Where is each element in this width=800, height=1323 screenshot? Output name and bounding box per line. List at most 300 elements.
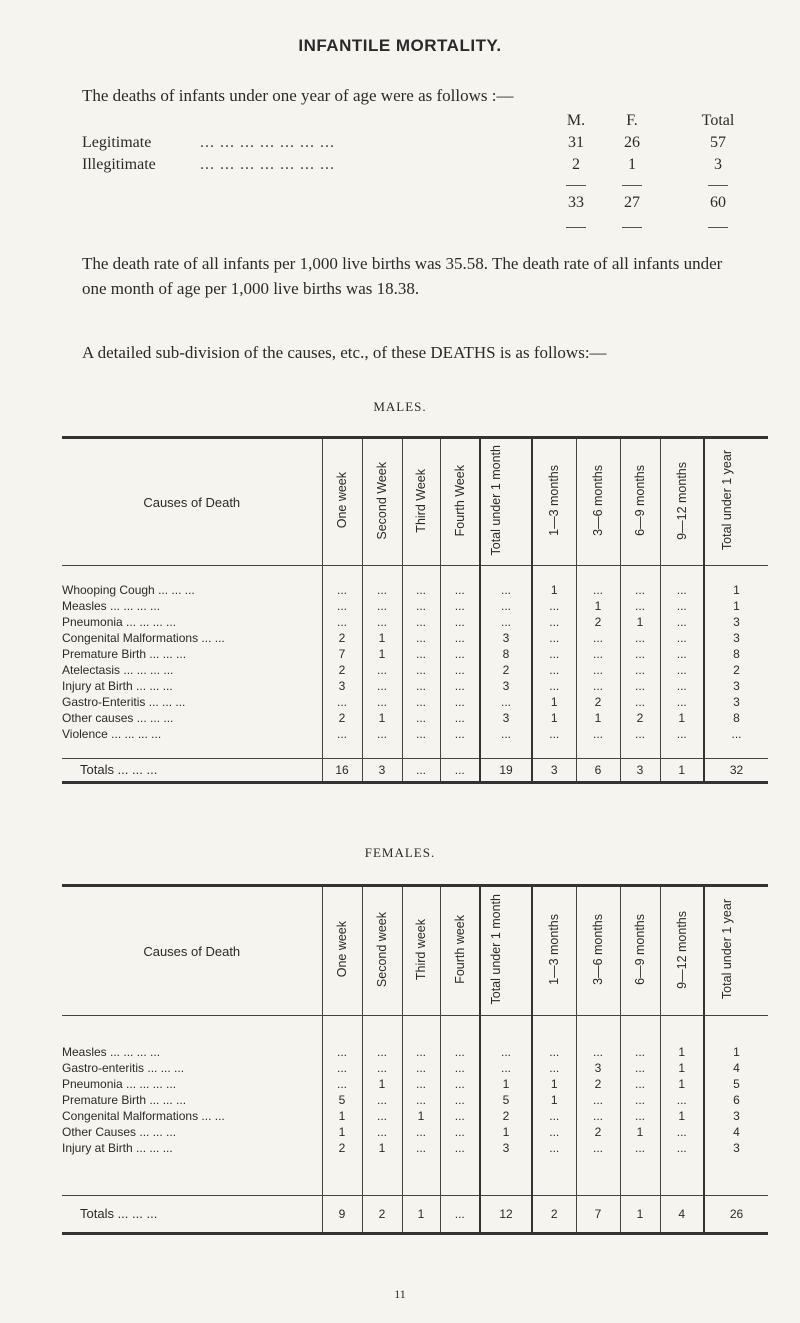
value-cell: ... bbox=[576, 630, 620, 646]
table-row bbox=[62, 1044, 768, 1060]
col-header-label: 3—6 months bbox=[591, 465, 605, 536]
value-cell: ... bbox=[620, 630, 660, 646]
value-cell: ... bbox=[362, 1124, 402, 1140]
col-header bbox=[440, 886, 480, 1016]
col-header bbox=[322, 438, 362, 566]
cause-cell: Injury at Birth ... ... ... bbox=[62, 1140, 173, 1155]
col-header-label: Second Week bbox=[375, 461, 389, 540]
value-cell: ... bbox=[322, 726, 362, 742]
value-cell: ... bbox=[440, 710, 480, 726]
value-cell: ... bbox=[660, 678, 704, 694]
value-cell: ... bbox=[440, 726, 480, 742]
summary-row-legitimate bbox=[82, 134, 762, 156]
value-cell: ... bbox=[620, 694, 660, 710]
col-header bbox=[402, 886, 440, 1016]
males-totals-row bbox=[62, 759, 768, 783]
value-cell: 1 bbox=[362, 646, 402, 662]
col-header bbox=[480, 438, 532, 566]
value-cell: 1 bbox=[532, 582, 576, 598]
cause-cell: Other Causes ... ... ... bbox=[62, 1124, 177, 1139]
totals-cell: ... bbox=[440, 759, 480, 783]
value-cell: ... bbox=[402, 726, 440, 742]
spacer-row bbox=[62, 566, 768, 583]
value-cell: ... bbox=[322, 1044, 362, 1060]
col-header bbox=[532, 438, 576, 566]
value-cell: 2 bbox=[322, 1140, 362, 1156]
col-header bbox=[660, 438, 704, 566]
value-cell: ... bbox=[660, 582, 704, 598]
col-header-label: Total under 1 year bbox=[719, 899, 734, 1000]
value-cell: 3 bbox=[704, 694, 768, 710]
cause-cell: Atelectasis ... ... ... ... bbox=[62, 663, 174, 677]
totals-label: Totals ... ... ... bbox=[62, 759, 322, 783]
value-cell: 2 bbox=[322, 630, 362, 646]
totals-cell: 1 bbox=[402, 1196, 440, 1234]
cause-cell: Violence ... ... ... ... bbox=[62, 727, 162, 741]
value-cell: ... bbox=[402, 662, 440, 678]
value-cell: 2 bbox=[480, 662, 532, 678]
totals-cell: 32 bbox=[704, 759, 768, 783]
value-cell: ... bbox=[620, 598, 660, 614]
col-header-label: Third week bbox=[414, 918, 428, 981]
value-cell: ... bbox=[440, 1092, 480, 1108]
table-row bbox=[62, 582, 768, 598]
males-table-body bbox=[62, 582, 768, 742]
value-cell: 1 bbox=[322, 1108, 362, 1124]
col-header bbox=[704, 438, 768, 566]
table-row bbox=[62, 646, 768, 662]
value-cell: ... bbox=[532, 614, 576, 630]
value-cell: ... bbox=[532, 662, 576, 678]
males-header-row bbox=[62, 438, 768, 566]
col-header bbox=[620, 886, 660, 1016]
value-cell: 1 bbox=[480, 1124, 532, 1140]
value-cell: ... bbox=[362, 582, 402, 598]
value-cell: 3 bbox=[480, 1140, 532, 1156]
totals-cell: 3 bbox=[620, 759, 660, 783]
males-heading: MALES. bbox=[373, 399, 427, 414]
col-header bbox=[576, 438, 620, 566]
col-header-label: Causes of Death bbox=[143, 943, 241, 959]
totals-cell: 9 bbox=[322, 1196, 362, 1234]
value-cell: 1 bbox=[660, 1060, 704, 1076]
summary-header-m: M. bbox=[566, 112, 586, 129]
value-cell: ... bbox=[532, 598, 576, 614]
divider bbox=[622, 185, 642, 186]
summary-m: 31 bbox=[568, 134, 584, 151]
totals-cell: 4 bbox=[660, 1196, 704, 1234]
table-row bbox=[62, 694, 768, 710]
value-cell: ... bbox=[362, 678, 402, 694]
value-cell: 1 bbox=[620, 614, 660, 630]
totals-cell: 16 bbox=[322, 759, 362, 783]
divider bbox=[622, 227, 642, 228]
value-cell: ... bbox=[362, 1108, 402, 1124]
divider bbox=[566, 227, 586, 228]
summary-total: 57 bbox=[710, 134, 726, 151]
females-header-row bbox=[62, 886, 768, 1016]
value-cell: 3 bbox=[480, 630, 532, 646]
summary-f: 26 bbox=[624, 134, 640, 151]
value-cell: ... bbox=[362, 1044, 402, 1060]
col-header-label: Third Week bbox=[414, 468, 428, 533]
value-cell: ... bbox=[660, 1124, 704, 1140]
col-header bbox=[480, 886, 532, 1016]
col-header-label: 1—3 months bbox=[547, 465, 562, 536]
col-header-label: 9—12 months bbox=[674, 461, 689, 540]
totals-cell: 26 bbox=[704, 1196, 768, 1234]
value-cell: ... bbox=[362, 726, 402, 742]
value-cell: 5 bbox=[322, 1092, 362, 1108]
value-cell: 1 bbox=[576, 598, 620, 614]
value-cell: ... bbox=[660, 630, 704, 646]
value-cell: 3 bbox=[576, 1060, 620, 1076]
summary-total: 60 bbox=[710, 194, 726, 211]
col-header-label: 9—12 months bbox=[674, 910, 689, 989]
col-header bbox=[362, 886, 402, 1016]
table-row bbox=[62, 1092, 768, 1108]
leader-dots: ... ... ... ... ... ... ... bbox=[200, 134, 335, 151]
summary-label: Legitimate bbox=[82, 134, 152, 151]
value-cell: 3 bbox=[704, 614, 768, 630]
value-cell: ... bbox=[362, 1092, 402, 1108]
value-cell: ... bbox=[620, 1060, 660, 1076]
cause-cell: Other causes ... ... ... bbox=[62, 711, 174, 725]
females-table bbox=[62, 884, 768, 1235]
value-cell: ... bbox=[362, 694, 402, 710]
cause-cell: Premature Birth ... ... ... bbox=[62, 647, 187, 661]
value-cell: ... bbox=[532, 1140, 576, 1156]
col-header bbox=[620, 438, 660, 566]
value-cell: 2 bbox=[576, 1076, 620, 1092]
females-totals-row bbox=[62, 1196, 768, 1234]
cause-cell: Measles ... ... ... ... bbox=[62, 1044, 161, 1059]
value-cell: ... bbox=[532, 1124, 576, 1140]
totals-cell: 2 bbox=[362, 1196, 402, 1234]
col-header bbox=[362, 438, 402, 566]
totals-cell: ... bbox=[440, 1196, 480, 1234]
value-cell: ... bbox=[532, 1060, 576, 1076]
value-cell: 1 bbox=[660, 1108, 704, 1124]
totals-cell: 3 bbox=[532, 759, 576, 783]
value-cell: ... bbox=[402, 710, 440, 726]
cause-cell: Premature Birth ... ... ... bbox=[62, 1092, 187, 1107]
cause-cell: Pneumonia ... ... ... ... bbox=[62, 1076, 177, 1091]
col-header-label: Total under 1 month bbox=[489, 894, 503, 1005]
value-cell: ... bbox=[402, 614, 440, 630]
value-cell: ... bbox=[402, 678, 440, 694]
leader-dots: ... ... ... ... ... ... ... bbox=[200, 156, 335, 173]
value-cell: ... bbox=[402, 1060, 440, 1076]
value-cell: 5 bbox=[480, 1092, 532, 1108]
table-row bbox=[62, 662, 768, 678]
value-cell: 1 bbox=[576, 710, 620, 726]
value-cell: 1 bbox=[402, 1108, 440, 1124]
value-cell: 8 bbox=[704, 646, 768, 662]
value-cell: ... bbox=[480, 726, 532, 742]
cause-cell: Measles ... ... ... ... bbox=[62, 599, 161, 613]
value-cell: ... bbox=[704, 726, 768, 742]
spacer-row bbox=[62, 1156, 768, 1196]
table-row bbox=[62, 710, 768, 726]
value-cell: ... bbox=[660, 646, 704, 662]
value-cell: 3 bbox=[704, 630, 768, 646]
col-header bbox=[322, 886, 362, 1016]
value-cell: 2 bbox=[620, 710, 660, 726]
value-cell: 1 bbox=[704, 598, 768, 614]
value-cell: ... bbox=[402, 598, 440, 614]
col-header-label: Total under 1 year bbox=[719, 450, 734, 551]
males-table bbox=[62, 436, 768, 784]
divider bbox=[566, 185, 586, 186]
value-cell: 1 bbox=[322, 1124, 362, 1140]
cause-cell: Gastro-Enteritis ... ... ... bbox=[62, 695, 186, 709]
value-cell: 1 bbox=[660, 1044, 704, 1060]
value-cell: 1 bbox=[532, 710, 576, 726]
col-header-label: Fourth Week bbox=[452, 464, 467, 537]
totals-cell: 3 bbox=[362, 759, 402, 783]
value-cell: ... bbox=[402, 582, 440, 598]
value-cell: ... bbox=[620, 726, 660, 742]
value-cell: ... bbox=[402, 1140, 440, 1156]
totals-cell: 2 bbox=[532, 1196, 576, 1234]
value-cell: ... bbox=[440, 1124, 480, 1140]
value-cell: ... bbox=[532, 726, 576, 742]
value-cell: ... bbox=[322, 614, 362, 630]
value-cell: ... bbox=[322, 582, 362, 598]
value-cell: 1 bbox=[362, 710, 402, 726]
table-row bbox=[62, 1076, 768, 1092]
value-cell: ... bbox=[660, 694, 704, 710]
death-rate-paragraph: The death rate of all infants per 1,000 live births was 35.58. The death rate of all infants under one month of age per 1,000 live births was 18.38. bbox=[82, 254, 723, 298]
value-cell: ... bbox=[480, 1044, 532, 1060]
value-cell: ... bbox=[576, 582, 620, 598]
value-cell: ... bbox=[532, 1044, 576, 1060]
value-cell: ... bbox=[532, 1108, 576, 1124]
value-cell: 2 bbox=[480, 1108, 532, 1124]
value-cell: 5 bbox=[704, 1076, 768, 1092]
value-cell: ... bbox=[620, 1092, 660, 1108]
value-cell: ... bbox=[402, 646, 440, 662]
value-cell: ... bbox=[620, 1044, 660, 1060]
value-cell: ... bbox=[620, 1076, 660, 1092]
cause-cell: Pneumonia ... ... ... ... bbox=[62, 615, 177, 629]
value-cell: 1 bbox=[660, 710, 704, 726]
value-cell: 3 bbox=[704, 678, 768, 694]
cause-cell: Gastro-enteritis ... ... ... bbox=[62, 1060, 185, 1075]
value-cell: 7 bbox=[322, 646, 362, 662]
value-cell: 1 bbox=[532, 694, 576, 710]
value-cell: 3 bbox=[480, 710, 532, 726]
value-cell: 1 bbox=[660, 1076, 704, 1092]
summary-row-illegitimate bbox=[82, 156, 762, 178]
value-cell: ... bbox=[660, 662, 704, 678]
table-row bbox=[62, 1060, 768, 1076]
col-header bbox=[660, 886, 704, 1016]
summary-f: 27 bbox=[624, 194, 640, 211]
value-cell: ... bbox=[576, 1044, 620, 1060]
spacer-row bbox=[62, 742, 768, 759]
value-cell: 8 bbox=[704, 710, 768, 726]
value-cell: ... bbox=[480, 1060, 532, 1076]
value-cell: 4 bbox=[704, 1060, 768, 1076]
value-cell: ... bbox=[576, 1140, 620, 1156]
value-cell: ... bbox=[440, 1060, 480, 1076]
value-cell: ... bbox=[322, 694, 362, 710]
value-cell: 2 bbox=[322, 710, 362, 726]
value-cell: ... bbox=[576, 1108, 620, 1124]
col-header-label: 6—9 months bbox=[633, 465, 647, 536]
totals-cell: 19 bbox=[480, 759, 532, 783]
col-header-label: 6—9 months bbox=[633, 914, 647, 985]
value-cell: ... bbox=[576, 662, 620, 678]
value-cell: ... bbox=[440, 582, 480, 598]
value-cell: ... bbox=[362, 662, 402, 678]
summary-header-f: F. bbox=[626, 112, 638, 129]
females-heading: FEMALES. bbox=[364, 845, 436, 860]
totals-cell: ... bbox=[402, 759, 440, 783]
col-header-label: Causes of Death bbox=[143, 494, 241, 510]
value-cell: ... bbox=[440, 630, 480, 646]
value-cell: ... bbox=[402, 1124, 440, 1140]
value-cell: ... bbox=[620, 1140, 660, 1156]
value-cell: ... bbox=[322, 1076, 362, 1092]
page-number: 11 bbox=[394, 1287, 406, 1301]
summary-label: Illegitimate bbox=[82, 156, 156, 173]
value-cell: ... bbox=[440, 694, 480, 710]
value-cell: 2 bbox=[704, 662, 768, 678]
value-cell: 2 bbox=[322, 662, 362, 678]
value-cell: ... bbox=[440, 678, 480, 694]
value-cell: ... bbox=[440, 662, 480, 678]
table-row bbox=[62, 598, 768, 614]
value-cell: ... bbox=[576, 678, 620, 694]
spacer-row bbox=[62, 1016, 768, 1044]
value-cell: ... bbox=[440, 614, 480, 630]
value-cell: ... bbox=[402, 1092, 440, 1108]
summary-total: 3 bbox=[714, 156, 722, 173]
col-header bbox=[576, 886, 620, 1016]
value-cell: ... bbox=[620, 1108, 660, 1124]
subdivision-intro: A detailed sub-division of the causes, etc., of these DEATHS is as follows:— bbox=[82, 343, 607, 362]
divider bbox=[708, 185, 728, 186]
value-cell: ... bbox=[440, 598, 480, 614]
value-cell: 1 bbox=[480, 1076, 532, 1092]
value-cell: 6 bbox=[704, 1092, 768, 1108]
value-cell: ... bbox=[576, 726, 620, 742]
totals-cell: 6 bbox=[576, 759, 620, 783]
summary-m: 33 bbox=[568, 194, 584, 211]
value-cell: ... bbox=[362, 614, 402, 630]
value-cell: ... bbox=[532, 630, 576, 646]
value-cell: 1 bbox=[532, 1092, 576, 1108]
value-cell: 3 bbox=[704, 1108, 768, 1124]
col-header-label: 1—3 months bbox=[547, 914, 562, 985]
value-cell: ... bbox=[402, 694, 440, 710]
value-cell: 1 bbox=[532, 1076, 576, 1092]
value-cell: 2 bbox=[576, 1124, 620, 1140]
col-header-causes bbox=[62, 438, 322, 566]
value-cell: ... bbox=[480, 582, 532, 598]
col-header-label: One week bbox=[335, 921, 349, 978]
value-cell: ... bbox=[322, 1060, 362, 1076]
value-cell: 3 bbox=[480, 678, 532, 694]
value-cell: ... bbox=[480, 694, 532, 710]
col-header-label: Total under 1 month bbox=[489, 445, 503, 556]
col-header-label: One week bbox=[335, 472, 349, 529]
totals-cell: 1 bbox=[620, 1196, 660, 1234]
value-cell: 2 bbox=[576, 694, 620, 710]
value-cell: ... bbox=[660, 598, 704, 614]
value-cell: ... bbox=[620, 582, 660, 598]
value-cell: ... bbox=[620, 646, 660, 662]
summary-header-row bbox=[82, 112, 762, 134]
value-cell: ... bbox=[660, 614, 704, 630]
value-cell: 1 bbox=[620, 1124, 660, 1140]
divider bbox=[708, 227, 728, 228]
totals-cell: 12 bbox=[480, 1196, 532, 1234]
cause-cell: Injury at Birth ... ... ... bbox=[62, 679, 173, 693]
page-title: INFANTILE MORTALITY. bbox=[298, 36, 502, 55]
table-row bbox=[62, 630, 768, 646]
table-row bbox=[62, 726, 768, 742]
value-cell: ... bbox=[402, 1076, 440, 1092]
value-cell: 8 bbox=[480, 646, 532, 662]
value-cell: ... bbox=[440, 1076, 480, 1092]
value-cell: ... bbox=[480, 614, 532, 630]
value-cell: ... bbox=[440, 1044, 480, 1060]
summary-row-totals bbox=[82, 194, 762, 216]
totals-cell: 1 bbox=[660, 759, 704, 783]
table-row bbox=[62, 1108, 768, 1124]
cause-cell: Congenital Malformations ... ... bbox=[62, 1108, 225, 1123]
summary-f: 1 bbox=[628, 156, 636, 173]
value-cell: 1 bbox=[362, 630, 402, 646]
intro-text: The deaths of infants under one year of age were as follows :— bbox=[82, 86, 514, 105]
summary-m: 2 bbox=[572, 156, 580, 173]
value-cell: ... bbox=[660, 726, 704, 742]
value-cell: ... bbox=[322, 598, 362, 614]
value-cell: ... bbox=[480, 598, 532, 614]
value-cell: 1 bbox=[362, 1076, 402, 1092]
value-cell: ... bbox=[576, 646, 620, 662]
value-cell: ... bbox=[440, 646, 480, 662]
females-table-body bbox=[62, 1044, 768, 1156]
totals-label: Totals ... ... ... bbox=[62, 1196, 322, 1234]
value-cell: 3 bbox=[704, 1140, 768, 1156]
table-row bbox=[62, 1124, 768, 1140]
col-header bbox=[704, 886, 768, 1016]
value-cell: ... bbox=[402, 1044, 440, 1060]
value-cell: ... bbox=[660, 1092, 704, 1108]
value-cell: ... bbox=[620, 678, 660, 694]
value-cell: ... bbox=[402, 630, 440, 646]
col-header-causes bbox=[62, 886, 322, 1016]
col-header bbox=[440, 438, 480, 566]
col-header-label: Second week bbox=[375, 911, 389, 988]
value-cell: ... bbox=[362, 1060, 402, 1076]
summary-header-total: Total bbox=[701, 112, 735, 129]
value-cell: 4 bbox=[704, 1124, 768, 1140]
value-cell: ... bbox=[532, 646, 576, 662]
col-header bbox=[402, 438, 440, 566]
table-row bbox=[62, 614, 768, 630]
value-cell: ... bbox=[576, 1092, 620, 1108]
col-header bbox=[532, 886, 576, 1016]
value-cell: ... bbox=[440, 1108, 480, 1124]
value-cell: ... bbox=[660, 1140, 704, 1156]
value-cell: ... bbox=[620, 662, 660, 678]
